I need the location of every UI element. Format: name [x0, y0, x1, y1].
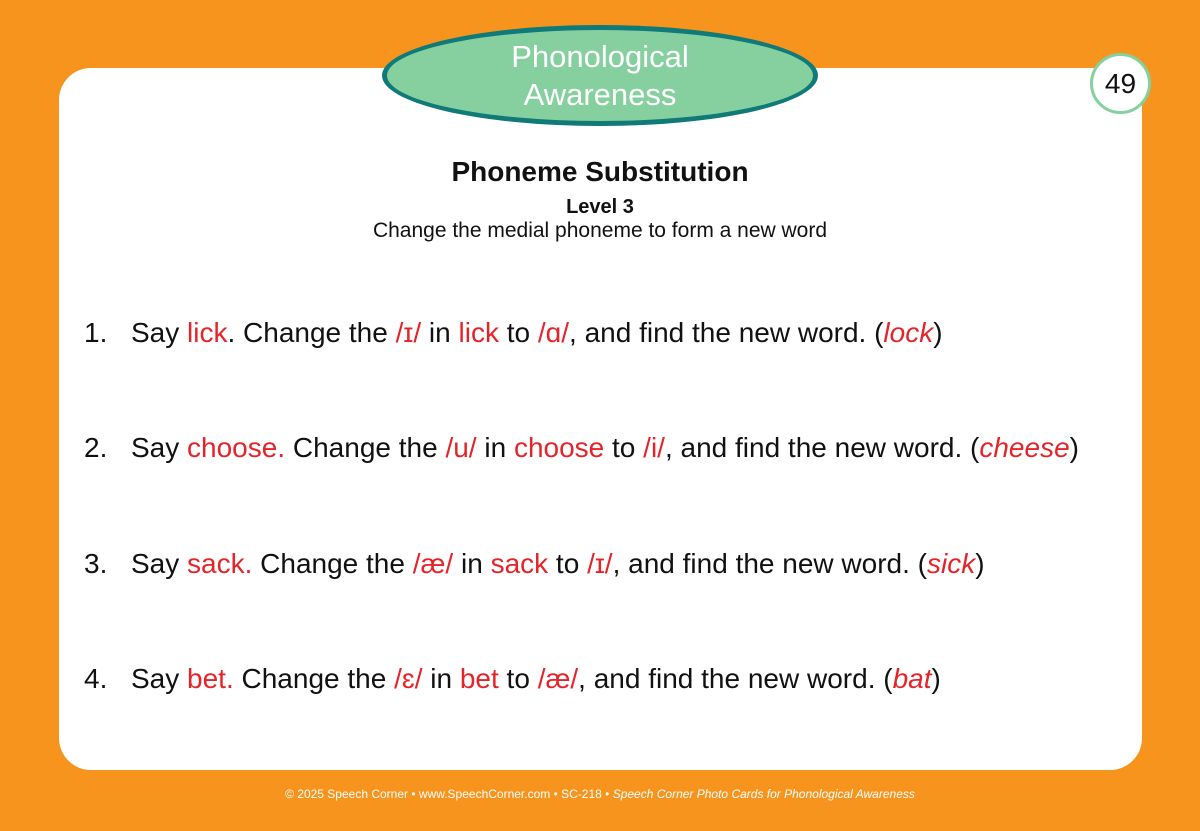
list-item: [84, 432, 1079, 464]
item-number: 4.: [84, 663, 108, 694]
list-item: [84, 548, 985, 580]
target-word-repeat: sack: [490, 548, 549, 579]
close-paren: ): [933, 317, 943, 348]
close-paren: ): [931, 663, 941, 694]
find-text: , and find the new word. (: [569, 317, 884, 348]
item-number: 3.: [84, 548, 108, 579]
category-badge: [382, 25, 818, 126]
list-item: [84, 317, 943, 349]
phoneme-to: /ɪ/: [587, 548, 613, 579]
item-number: 2.: [84, 432, 108, 463]
find-text: , and find the new word. (: [578, 663, 893, 694]
footer-text: © 2025 Speech Corner • www.SpeechCorner.com • SC-218 •: [285, 787, 613, 801]
to-text: to: [498, 317, 538, 348]
change-text: . Change the: [227, 317, 396, 348]
say-text: Say: [131, 317, 188, 348]
page-number: 49: [1090, 53, 1151, 114]
say-text: Say: [131, 663, 188, 694]
in-text: in: [422, 663, 460, 694]
phoneme-to: /æ/: [537, 663, 579, 694]
phoneme-from: /u/: [445, 432, 477, 463]
target-word-repeat: bet: [459, 663, 499, 694]
phoneme-from: /æ/: [412, 548, 454, 579]
in-text: in: [421, 317, 459, 348]
target-word-repeat: choose: [513, 432, 605, 463]
find-text: , and find the new word. (: [612, 548, 927, 579]
instruction-text: Change the medial phoneme to form a new word: [372, 219, 828, 242]
to-text: to: [498, 663, 538, 694]
in-text: in: [453, 548, 491, 579]
page-title: Phoneme Substitution: [451, 156, 749, 187]
say-text: Say: [131, 432, 188, 463]
phoneme-to: /ɑ/: [537, 317, 570, 348]
badge-line-2: Awareness: [523, 76, 677, 112]
in-text: in: [476, 432, 514, 463]
footer: [0, 787, 1200, 801]
phoneme-from: /ɪ/: [395, 317, 422, 348]
phoneme-to: /i/: [643, 432, 665, 463]
answer-word: lock: [883, 317, 934, 348]
target-word: bet.: [187, 663, 234, 694]
answer-word: bat: [892, 663, 932, 694]
answer-word: sick: [927, 548, 976, 579]
target-word: sack.: [187, 548, 253, 579]
close-paren: ): [1069, 432, 1079, 463]
change-text: Change the: [285, 432, 446, 463]
answer-word: cheese: [979, 432, 1070, 463]
to-text: to: [548, 548, 588, 579]
list-item: [84, 663, 941, 695]
footer-product-name: Speech Corner Photo Cards for Phonological Awareness: [612, 787, 915, 801]
item-number: 1.: [84, 317, 108, 348]
close-paren: ): [975, 548, 985, 579]
target-word-repeat: lick: [458, 317, 499, 348]
level-label: Level 3: [566, 196, 634, 218]
target-word: lick: [187, 317, 228, 348]
target-word: choose.: [187, 432, 286, 463]
to-text: to: [604, 432, 644, 463]
phoneme-from: /ɛ/: [394, 663, 423, 694]
change-text: Change the: [252, 548, 413, 579]
change-text: Change the: [233, 663, 395, 694]
badge-line-1: Phonological: [511, 38, 689, 74]
say-text: Say: [131, 548, 188, 579]
find-text: , and find the new word. (: [664, 432, 980, 463]
